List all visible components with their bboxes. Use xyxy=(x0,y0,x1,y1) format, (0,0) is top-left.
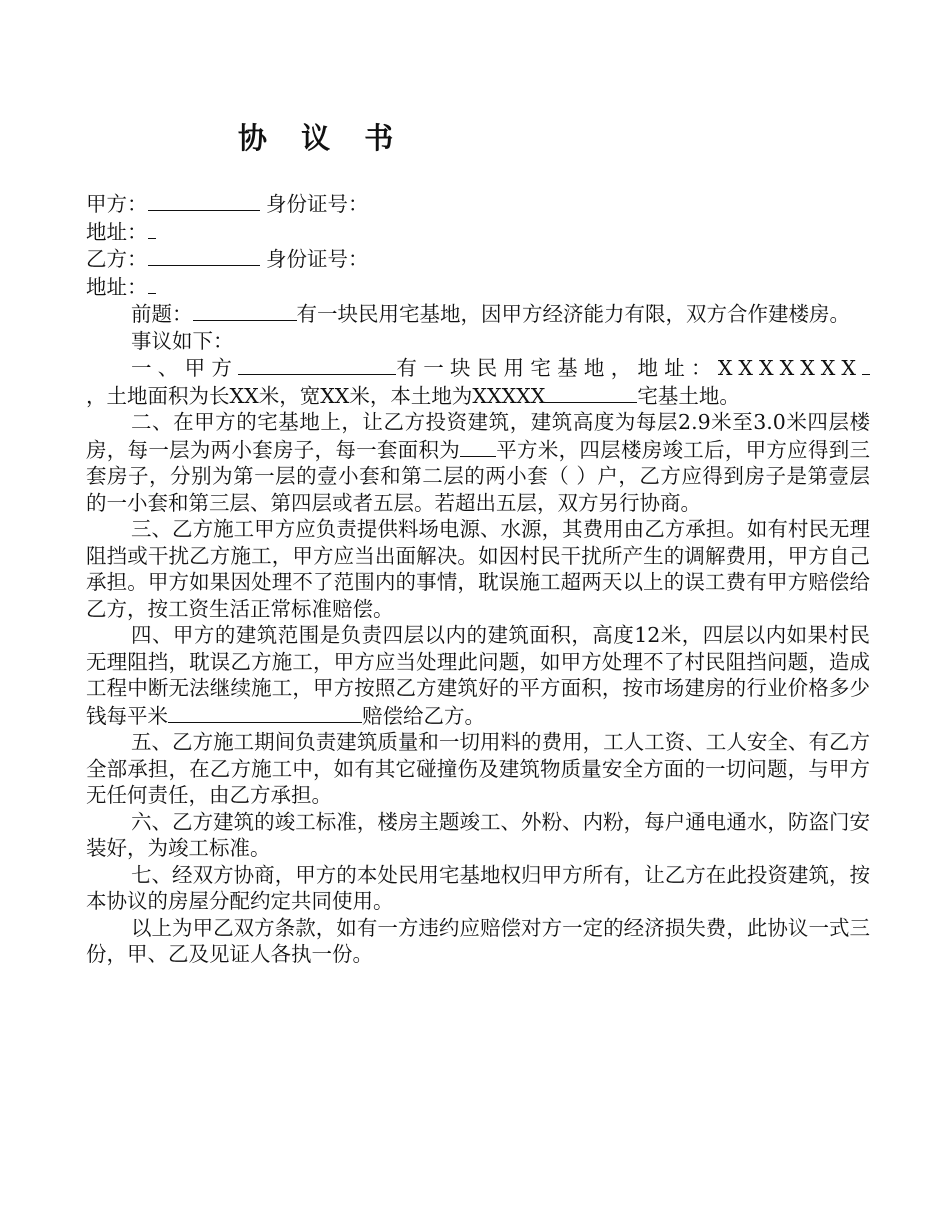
clause-2-a: 二、在甲方的宅基地上，让乙方投资建筑，建筑高度为每层2.9米至3.0米四层楼房，每一层为两小套房子，每一套面积为 xyxy=(86,410,870,462)
preamble-text: 有一块民用宅基地，因甲方经济能力有限，双方合作建楼房。 xyxy=(296,302,850,326)
party-a-address-line xyxy=(86,218,870,246)
clause-6: 六、乙方建筑的竣工标准，楼房主题竣工、外粉、内粉，每户通电通水，防盗门安装好，为竣工标准。 xyxy=(86,809,870,860)
party-a-id-label: 身份证号： xyxy=(266,192,369,216)
party-b-address-line xyxy=(86,273,870,301)
party-b-line xyxy=(86,245,870,273)
agreed-heading: 事议如下： xyxy=(131,328,234,353)
document-title: 协 议 书 xyxy=(238,121,406,155)
preamble-paragraph xyxy=(86,300,870,328)
clause-1-blank-party xyxy=(238,354,396,375)
party-b-address-blank xyxy=(148,273,156,294)
preamble-prefix: 前题： xyxy=(131,302,193,326)
clause-4 xyxy=(86,622,870,729)
clause-4-a: 四、甲方的建筑范围是负责四层以内的建筑面积，高度12米，四层以内如果村民无理阻挡，耽误乙方施工，甲方应当处理此问题，如甲方处理不了村民阻挡问题，造成工程中断无法继续施工，甲方按照乙方建筑好的平方面积，按市场建房的行业价格多少钱每平米 xyxy=(86,623,870,728)
clause-2-blank-area xyxy=(460,436,496,457)
clause-1-b: 有一块民用宅基地，地址：XXXXXXX xyxy=(396,356,862,380)
party-b-label: 乙方： xyxy=(86,247,148,271)
party-b-address-label: 地址： xyxy=(86,274,148,299)
clause-4-b: 赔偿给乙方。 xyxy=(362,703,485,728)
clause-7: 七、经双方协商，甲方的本处民用宅基地权归甲方所有，让乙方在此投资建筑，按本协议的房屋分配约定共同使用。 xyxy=(86,862,870,913)
clause-1 xyxy=(86,354,870,409)
party-a-line xyxy=(86,190,870,218)
clause-1-a: 一、甲方 xyxy=(131,356,239,380)
clause-4-blank-price xyxy=(168,702,362,723)
party-b-name-blank xyxy=(148,245,260,266)
preamble-blank xyxy=(193,300,297,321)
party-a-address-label: 地址： xyxy=(86,219,148,244)
clause-1-d: 宅基土地。 xyxy=(637,383,740,408)
closing-paragraph: 以上为甲乙双方条款，如有一方违约应赔偿对方一定的经济损失费，此协议一式三份，甲、乙及见证人各执一份。 xyxy=(86,915,870,966)
clause-5: 五、乙方施工期间负责建筑质量和一切用料的费用，工人工资、工人安全、有乙方全部承担，在乙方施工中，如有其它碰撞伤及建筑物质量安全方面的一切问题，与甲方无任何责任，由乙方承担。 xyxy=(86,730,870,807)
clause-1-blank-land xyxy=(545,382,637,403)
party-a-name-blank xyxy=(148,190,260,211)
party-a-address-blank xyxy=(148,218,156,239)
party-b-id-label: 身份证号： xyxy=(266,247,369,271)
agreement-body xyxy=(86,190,870,968)
clause-2 xyxy=(86,409,870,516)
clause-2-b: 平方米，四层楼房竣工后，甲方应得到三套房子，分别为第一层的壹小套和第二层的两小套（ ）户，乙方应得到房子是第壹层的一小套和第三层、第四层或者五层。若超出五层，双方另行协商。 xyxy=(86,437,870,515)
clause-1-blank-address xyxy=(862,354,870,375)
clause-1-c: ，土地面积为长XX米，宽XX米，本土地为XXXXX xyxy=(86,383,546,408)
party-a-label: 甲方： xyxy=(86,192,148,216)
clause-3: 三、乙方施工甲方应负责提供料场电源、水源，其费用由乙方承担。如有村民无理阻挡或干扰乙方施工，甲方应当出面解决。如因村民干扰所产生的调解费用，甲方自己承担。甲方如果因处理不了范围内的事情，耽误施工超两天以上的误工费有甲方赔偿给乙方，按工资生活正常标准赔偿。 xyxy=(86,517,870,621)
